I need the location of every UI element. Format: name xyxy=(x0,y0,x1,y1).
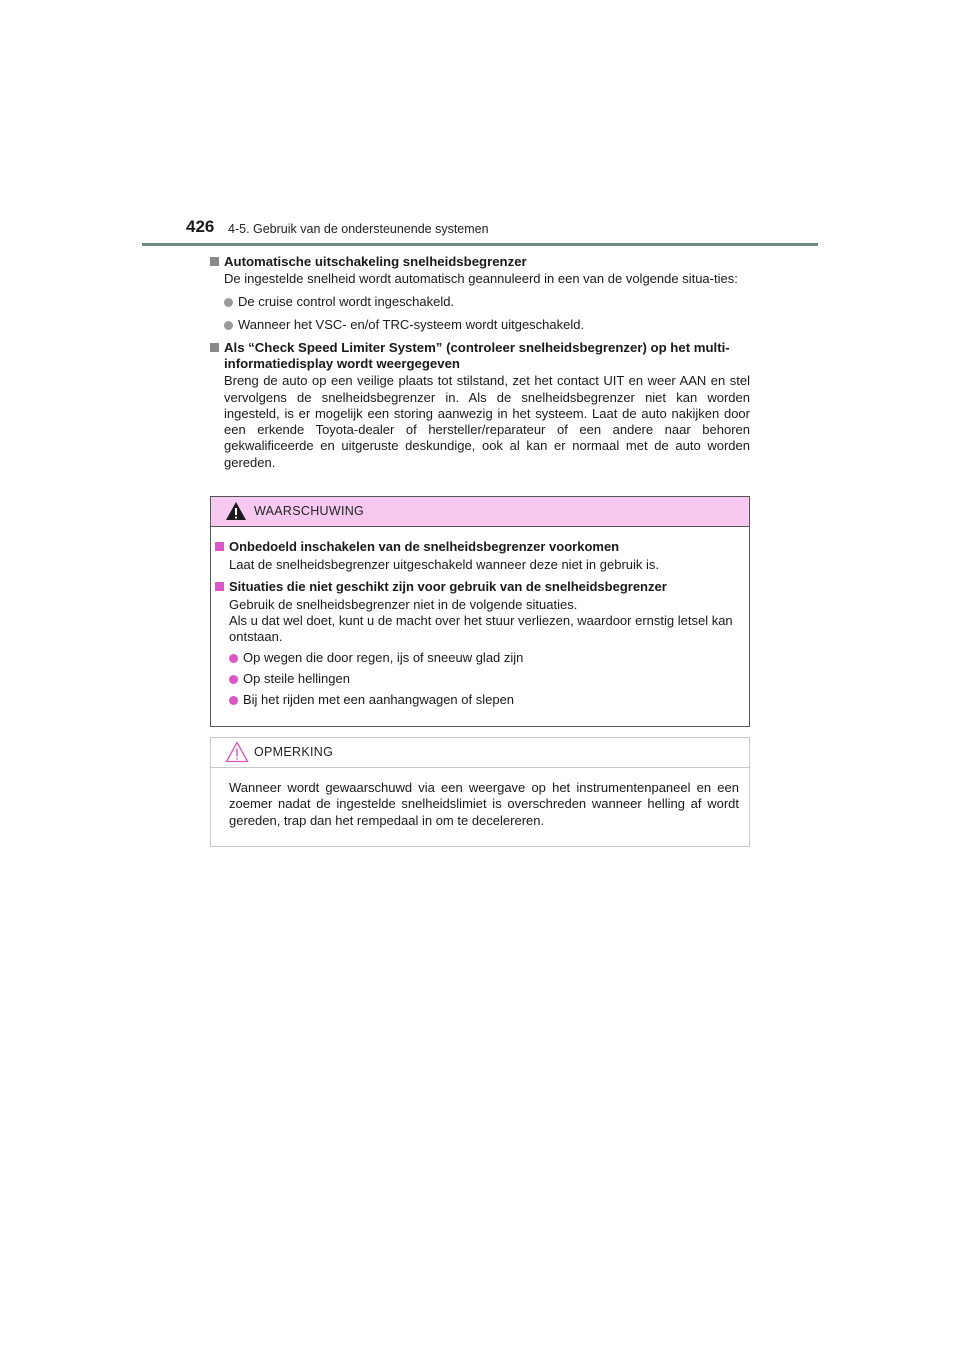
square-bullet-icon xyxy=(215,542,224,551)
round-bullet-icon xyxy=(224,321,233,330)
list-item-text: Op steile hellingen xyxy=(243,671,350,686)
warning-item-text: Gebruik de snelheidsbegrenzer niet in de volgende situaties. xyxy=(229,597,578,612)
section-heading-text: Automatische uitschakeling snelheidsbegrenzer xyxy=(224,254,527,269)
section-heading-check-system xyxy=(210,340,750,372)
list-item-text: Bij het rijden met een aanhangwagen of slepen xyxy=(243,692,515,707)
section-paragraph: Breng de auto op een veilige plaats tot stilstand, zet het contact UIT en weer AAN en stel vervolgens de snelheidsbegrenzer in. Als de snelheidsbegrenzer niet kan worden ingesteld, is er mogelijk een storing aanwezig in het systeem. Laat de auto nakijken door een erkende Toyota-dealer of hersteller/reparateur of een andere naar behoren gekwalificeerde en uitgeruste deskundige, ook al kan er normaal met de auto worden gereden. xyxy=(224,373,750,470)
square-bullet-icon xyxy=(215,582,224,591)
header-rule xyxy=(142,243,818,246)
list-item xyxy=(215,671,737,687)
warning-item-title-text: Situaties die niet geschikt zijn voor gebruik van de snelheidsbegrenzer xyxy=(229,579,667,594)
section-heading-auto-disable xyxy=(210,254,750,270)
warning-body xyxy=(211,527,749,708)
note-text: Wanneer wordt gewaarschuwd via een weergave op het instrumentenpaneel en een zoemer nadat de ingestelde snelheidslimiet is overschreden wanneer helling af wordt gereden, trap dan het rempedaal in om te decelereren. xyxy=(229,780,739,828)
warning-item-title-text: Onbedoeld inschakelen van de snelheidsbegrenzer voorkomen xyxy=(229,539,620,554)
square-bullet-icon xyxy=(210,343,219,352)
warning-item-title xyxy=(215,539,737,555)
list-item-text: Wanneer het VSC- en/of TRC-systeem wordt uitgeschakeld. xyxy=(238,317,585,333)
list-item-text: Op wegen die door regen, ijs of sneeuw glad zijn xyxy=(243,650,524,665)
round-bullet-icon xyxy=(229,654,238,663)
warning-triangle-icon xyxy=(225,501,247,521)
round-bullet-icon xyxy=(229,675,238,684)
warning-item-title xyxy=(215,579,737,595)
section-paragraph: De ingestelde snelheid wordt automatisch geannuleerd in een van de volgende situa-ties: xyxy=(224,271,738,286)
caution-outline-triangle-icon xyxy=(225,741,249,763)
list-item xyxy=(210,294,750,310)
square-bullet-icon xyxy=(210,257,219,266)
note-label: OPMERKING xyxy=(254,745,334,759)
list-item xyxy=(215,650,737,666)
list-item-text: De cruise control wordt ingeschakeld. xyxy=(238,294,455,310)
round-bullet-icon xyxy=(224,298,233,307)
section-title: 4-5. Gebruik van de ondersteunende systemen xyxy=(228,222,489,236)
note-header xyxy=(211,738,749,768)
page-number: 426 xyxy=(186,217,215,236)
round-bullet-icon xyxy=(229,696,238,705)
list-item xyxy=(215,692,737,708)
warning-item-text: Laat de snelheidsbegrenzer uitgeschakeld wanneer deze niet in gebruik is. xyxy=(229,557,660,572)
note-box xyxy=(210,737,750,847)
warning-item-text: Als u dat wel doet, kunt u de macht over het stuur verliezen, waardoor ernstig letsel kan ontstaan. xyxy=(229,613,733,644)
main-content xyxy=(210,254,750,471)
warning-header xyxy=(211,497,749,527)
section-heading-text: Als “Check Speed Limiter System” (controleer snelheidsbegrenzer) op het multi-informatiedisplay wordt weergegeven xyxy=(224,340,730,372)
list-item xyxy=(210,317,750,333)
warning-box xyxy=(210,496,750,727)
warning-label: WAARSCHUWING xyxy=(254,504,365,518)
